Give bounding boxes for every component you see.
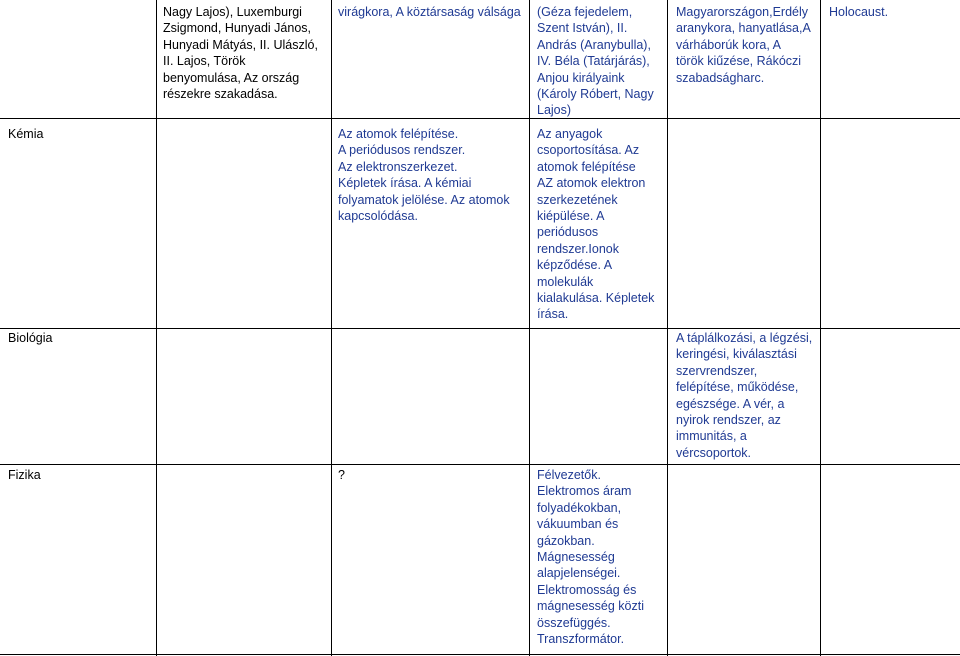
row-divider-3 <box>0 464 960 465</box>
row-divider-2 <box>0 328 960 329</box>
fizika-topics-cell: Félvezetők. Elektromos áram folyadékokban, vákuumban és gázokban. Mágnesesség alapjelenségei. Elektromosság és mágnesesség közti összefüggés. Transzformátor. <box>537 468 645 647</box>
row-divider-bottom <box>0 654 960 655</box>
kemia-topics-cell: Az atomok felépítése. A periódusos rendszer. Az elektronszerkezet. Képletek írása. A kémiai folyamatok jelölése. Az atomok kapcsolódása. <box>338 127 510 224</box>
col-divider-3 <box>529 0 530 656</box>
history-classical-cell: virágkora, A köztársaság válsága <box>338 5 521 19</box>
col-divider-5 <box>820 0 821 656</box>
row-divider-1 <box>0 118 960 119</box>
history-modern-cell: Magyarországon,Erdély aranykora, hanyatlása,A várháborúk kora, A török kiűzése, Rákóczi szabadságharc. <box>676 5 811 85</box>
kemia-detail-cell: Az anyagok csoportosítása. Az atomok felépítése AZ atomok elektron szerkezetének kiépülése. A periódusos rendszer.Ionok képződése. A molekulák kialakulása. Képletek írása. <box>537 127 655 322</box>
fizika-question-cell: ? <box>338 468 345 482</box>
history-hungary-cell: (Géza fejedelem, Szent István), II. András (Aranybulla), IV. Béla (Tatárjárás), Anjou királyaink (Károly Róbert, Nagy Lajos) <box>537 5 654 118</box>
col-divider-1 <box>156 0 157 656</box>
subject-label-biologia: Biológia <box>8 331 53 345</box>
biologia-topics-cell: A táplálkozási, a légzési, keringési, kiválasztási szervrendszer, felépítése, működése, egészsége. A vér, a nyirok rendszer, az immunitás, a vércsoportok. <box>676 331 813 460</box>
col-divider-4 <box>667 0 668 656</box>
history-holocaust-cell: Holocaust. <box>829 5 889 19</box>
subject-label-kemia: Kémia <box>8 127 44 141</box>
subject-label-fizika: Fizika <box>8 468 41 482</box>
col-divider-2 <box>331 0 332 656</box>
history-rulers-cell: Nagy Lajos), Luxemburgi Zsigmond, Hunyadi János, Hunyadi Mátyás, II. Ulászló, II. Lajos, Török benyomulása, Az ország részekre szakadása. <box>163 5 318 102</box>
